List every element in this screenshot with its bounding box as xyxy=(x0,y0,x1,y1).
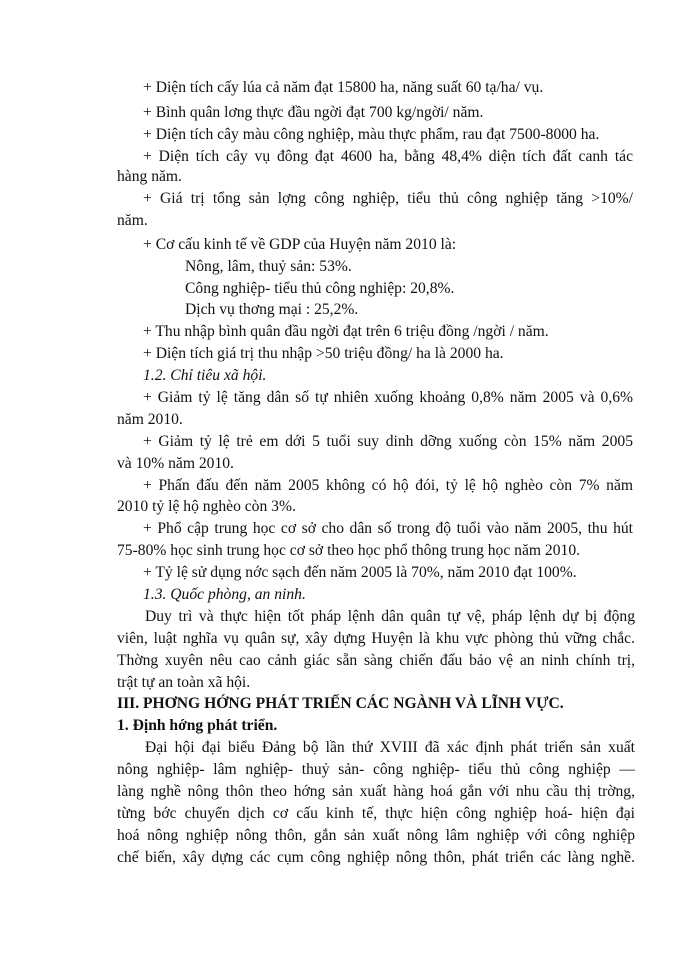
text-line: năm 2010. xyxy=(117,411,183,428)
text-line: + Diện tích cấy lúa cả năm đạt 15800 ha, năng suất 60 tạ/ha/ vụ. xyxy=(143,79,544,96)
text-line: + Thu nhập bình quân đầu ngời đạt trên 6 triệu đồng /ngời / năm. xyxy=(143,323,549,340)
text-line: từng bớc chuyển dịch cơ cấu kinh tế, thực hiện công nghiệp hoá- hiện đại xyxy=(117,805,635,822)
text-line: + Giá trị tổng sản lợng công nghiệp, tiểu thủ công nghiệp tăng >10%/ xyxy=(143,190,633,207)
text-line: hàng năm. xyxy=(117,168,182,185)
text-line: Dịch vụ thơng mại : 25,2%. xyxy=(185,301,359,318)
section-heading: 1.2. Chỉ tiêu xã hội. xyxy=(143,367,267,384)
text-line: năm. xyxy=(117,212,148,229)
text-line: Đại hội đại biểu Đảng bộ lần thứ XVIII đã xác định phát triển sản xuất xyxy=(145,739,635,756)
text-line: + Bình quân lơng thực đầu ngời đạt 700 kg/ngời/ năm. xyxy=(143,104,484,121)
chapter-heading: III. PHƠNG HỚNG PHÁT TRIỂN CÁC NGÀNH VÀ LĨNH VỰC. xyxy=(117,695,564,712)
text-line: Duy trì và thực hiện tốt pháp lệnh dân quân tự vệ, pháp lệnh dự bị động xyxy=(145,608,635,625)
section-heading: 1. Định hớng phát triển. xyxy=(117,717,278,734)
text-line: + Phổ cập trung học cơ sở cho dân số trong độ tuổi vào năm 2005, thu hút xyxy=(143,520,633,537)
text-line: làng nghề nông thôn theo hớng sản xuất hàng hoá gắn với nhu cầu thị trờng, xyxy=(117,783,635,800)
text-line: Thờng xuyên nêu cao cảnh giác sẵn sàng chiến đấu bảo vệ an ninh chính trị, xyxy=(117,652,635,669)
text-line: viên, luật nghĩa vụ quân sự, xây dựng Huyện là khu vực phòng thủ vững chắc. xyxy=(117,630,635,647)
section-heading: 1.3. Quốc phòng, an ninh. xyxy=(143,586,306,603)
text-line: và 10% năm 2010. xyxy=(117,455,234,472)
text-line: 2010 tỷ lệ hộ nghèo còn 3%. xyxy=(117,498,296,515)
text-line: Nông, lâm, thuỷ sản: 53%. xyxy=(185,258,352,275)
text-line: chế biến, xây dựng các cụm công nghiệp nông thôn, phát triển các làng nghề. xyxy=(117,849,635,866)
text-line: + Diện tích giá trị thu nhập >50 triệu đồng/ ha là 2000 ha. xyxy=(143,345,504,362)
text-line: nông nghiệp- lâm nghiệp- thuỷ sản- công nghiệp- tiểu thủ công nghiệp — xyxy=(117,761,635,778)
text-line: Công nghiệp- tiểu thủ công nghiệp: 20,8%. xyxy=(185,280,455,297)
text-line: + Cơ cấu kinh tế về GDP của Huyện năm 2010 là: xyxy=(143,236,457,253)
text-line: + Giảm tỷ lệ tăng dân số tự nhiên xuống khoảng 0,8% năm 2005 và 0,6% xyxy=(143,389,633,406)
text-line: + Tỷ lệ sử dụng nớc sạch đến năm 2005 là 70%, năm 2010 đạt 100%. xyxy=(143,564,577,581)
text-line: + Giảm tỷ lệ trẻ em dới 5 tuổi suy dinh dỡng xuống còn 15% năm 2005 xyxy=(143,433,633,450)
text-line: 75-80% học sinh trung học cơ sở theo học phổ thông trung học năm 2010. xyxy=(117,542,581,559)
text-line: + Diện tích cây vụ đông đạt 4600 ha, bằng 48,4% diện tích đất canh tác xyxy=(143,148,633,165)
text-line: hoá nông nghiệp nông thôn, gắn sản xuất nông lâm nghiệp với công nghiệp xyxy=(117,827,635,844)
text-line: + Phấn đấu đến năm 2005 không có hộ đói, tỷ lệ hộ nghèo còn 7% năm xyxy=(143,477,633,494)
text-line: trật tự an toàn xã hội. xyxy=(117,674,251,691)
text-line: + Diện tích cây màu công nghiệp, màu thực phẩm, rau đạt 7500-8000 ha. xyxy=(143,126,600,143)
